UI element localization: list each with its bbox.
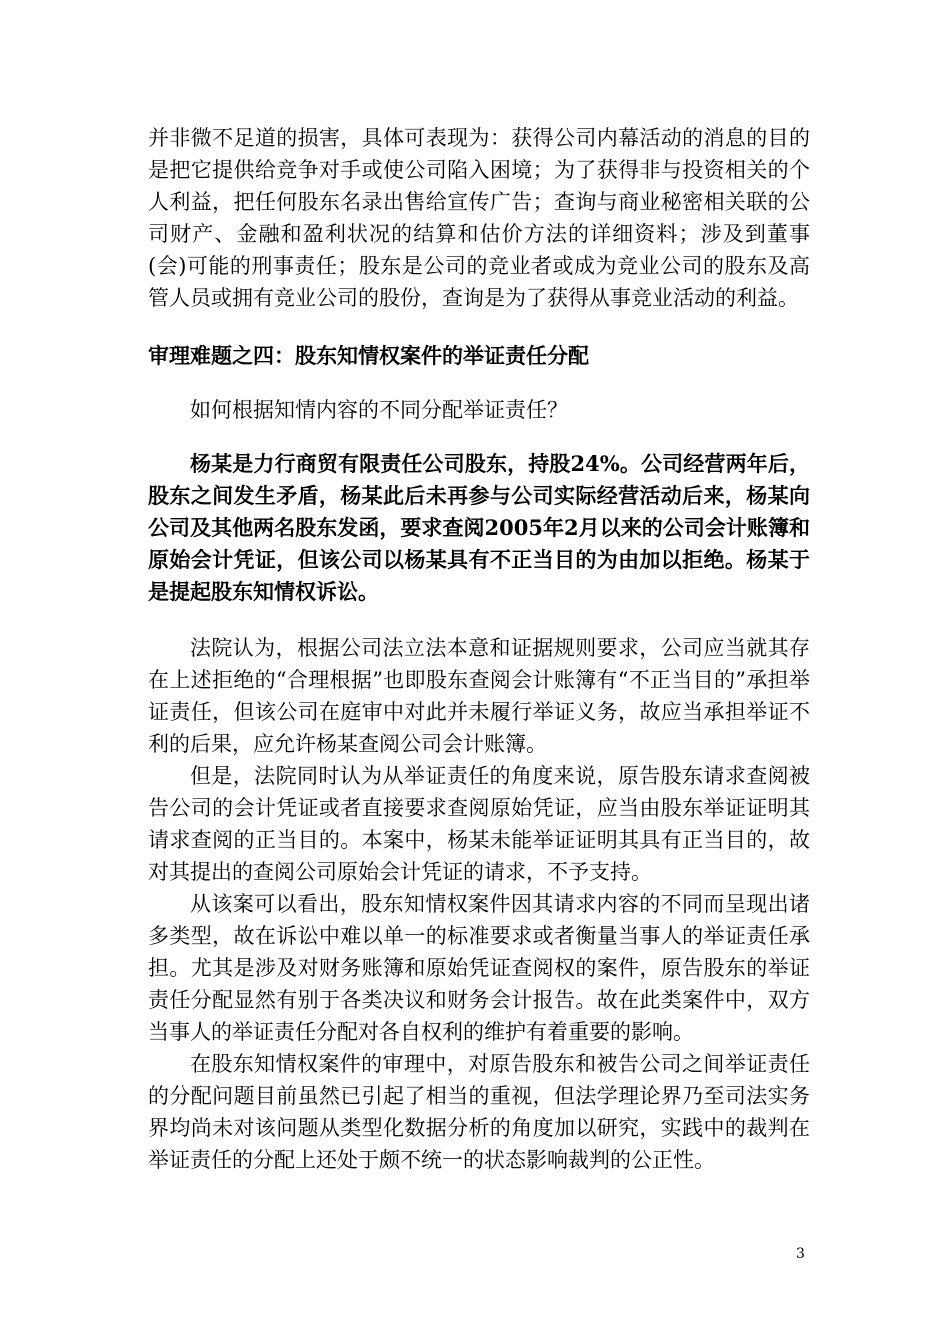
- paragraph-intro: 并非微不足道的损害，具体可表现为：获得公司内幕活动的消息的目的是把它提供给竞争对手或使公司陷入困境；为了获得非与投资相关的个人利益，把任何股东名录出售给宣传广告；查询与商业秘密相关联的公司财产、金融和盈利状况的结算和估价方法的详细资料；涉及到董事(会)可能的刑事责任；股东是公司的竞业者或成为竞业公司的股东及高管人员或拥有竞业公司的股份，查询是为了获得从事竞业活动的利益。: [148, 126, 810, 310]
- conclusion-paragraph: 在股东知情权案件的审理中，对原告股东和被告公司之间举证责任的分配问题目前虽然已引起了相当的重视，但法学理论界乃至司法实务界均尚未对该问题从类型化数据分析的角度加以研究，实践中的裁判在举证责任的分配上还处于颇不统一的状态影响裁判的公正性。: [148, 1052, 810, 1172]
- court-opinion-paragraph: 法院认为，根据公司法立法本意和证据规则要求，公司应当就其存在上述拒绝的“合理根据”也即股东查阅会计账簿有“不正当目的”承担举证责任，但该公司在庭审中对此并未履行举证义务，故应当承担举证不利的后果，应允许杨某查阅公司会计账簿。: [148, 636, 810, 756]
- section-heading: 审理难题之四：股东知情权案件的举证责任分配: [148, 343, 589, 368]
- court-additional-paragraph: 但是，法院同时认为从举证责任的角度来说，原告股东请求查阅被告公司的会计凭证或者直接要求查阅原始凭证，应当由股东举证证明其请求查阅的正当目的。本案中，杨某未能举证证明其具有正当目的，故对其提出的查阅公司原始会计凭证的请求，不予支持。: [148, 764, 810, 884]
- page-number: 3: [796, 1246, 805, 1262]
- document-body: [148, 122, 810, 1176]
- analysis-paragraph: 从该案可以看出，股东知情权案件因其请求内容的不同而呈现出诸多类型，故在诉讼中难以单一的标准要求或者衡量当事人的举证责任承担。尤其是涉及对财务账簿和原始凭证查阅权的案件，原告股东的举证责任分配显然有别于各类决议和财务会计报告。故在此类案件中，双方当事人的举证责任分配对各自权利的维护有着重要的影响。: [148, 892, 810, 1044]
- question-line: 如何根据知情内容的不同分配举证责任？: [190, 398, 568, 422]
- case-facts-paragraph: 杨某是力行商贸有限责任公司股东，持股24%。公司经营两年后，股东之间发生矛盾，杨某此后未再参与公司实际经营活动后来，杨某向公司及其他两名股东发函，要求查阅2005年2月以来的公司会计账簿和原始会计凭证，但该公司以杨某具有不正当目的为由加以拒绝。杨某于是提起股东知情权诉讼。: [148, 451, 810, 604]
